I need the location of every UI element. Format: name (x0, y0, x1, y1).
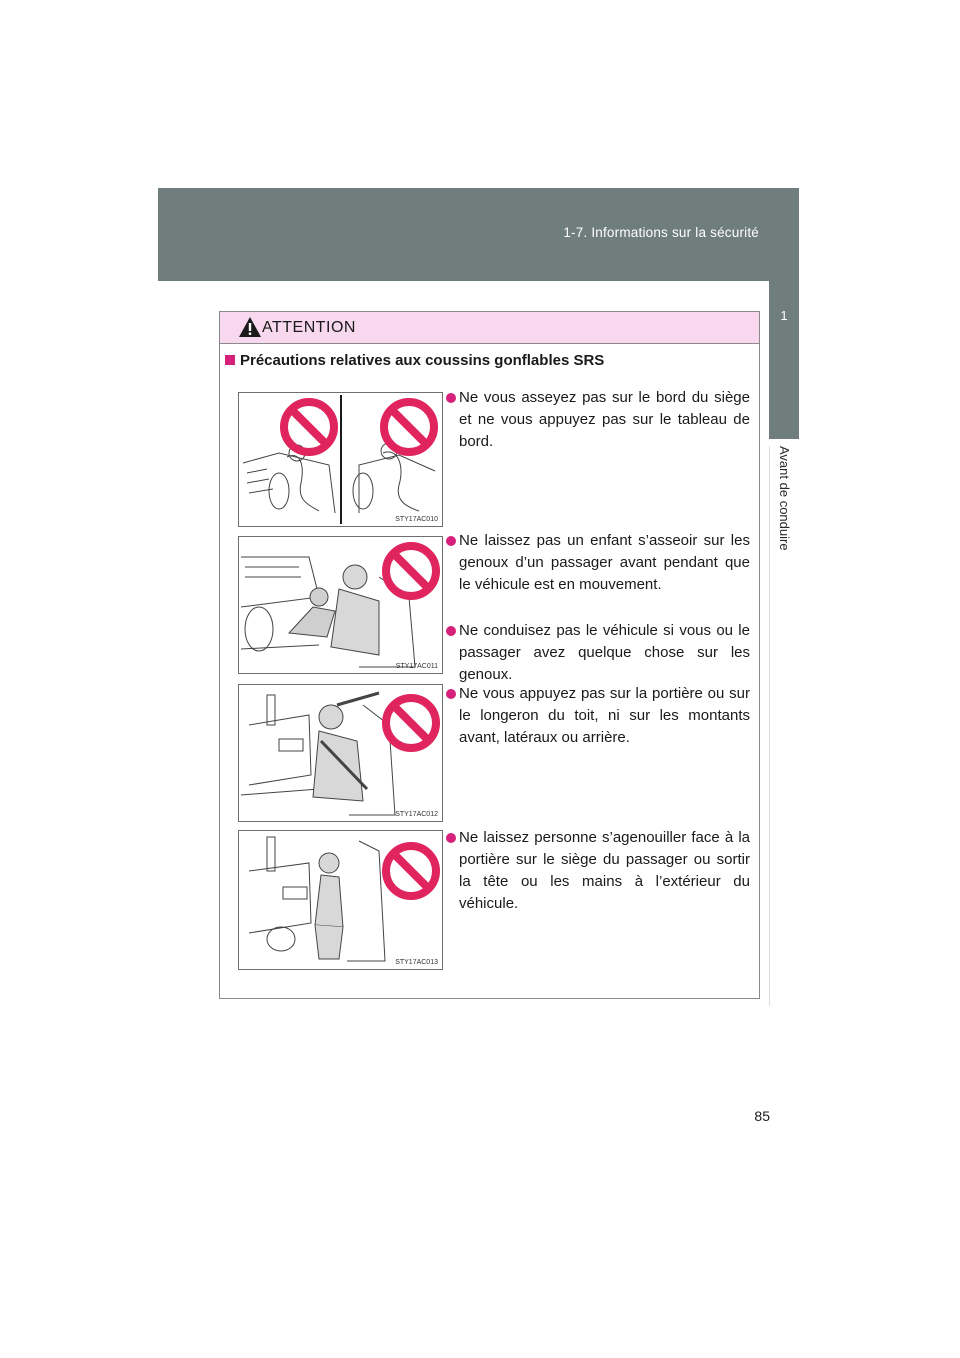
prohibition-sign-icon (384, 402, 434, 452)
child-on-lap-drawing (239, 537, 442, 673)
warning-box (219, 311, 760, 999)
illustration-child-on-lap (238, 536, 443, 674)
illustration-leaning-door (238, 684, 443, 822)
chapter-label: Avant de conduire (777, 446, 792, 551)
bullet-item (444, 683, 750, 749)
bullet-item (444, 530, 750, 596)
chapter-tab (769, 281, 799, 439)
prohibition-sign-icon (386, 846, 436, 896)
bullet-text: Ne laissez personne s’agenouiller face à la portière sur le siège du passager ou sortir la tête ou les mains à l’extérieur du véhicule. (459, 829, 750, 912)
seat-edge-drawing (239, 393, 442, 526)
square-bullet-icon (225, 355, 235, 365)
prohibition-sign-icon (386, 698, 436, 748)
warning-triangle-icon (238, 316, 262, 338)
header-band (158, 188, 799, 281)
illustration-seat-edge (238, 392, 443, 527)
illustration-code: STY17AC013 (395, 959, 438, 966)
bullet-dot-icon (446, 626, 456, 636)
bullet-dot-icon (446, 536, 456, 546)
warning-title: ATTENTION (262, 319, 356, 336)
illustration-code: STY17AC010 (395, 516, 438, 523)
warning-header (220, 312, 759, 344)
chapter-number: 1 (780, 308, 788, 323)
bullet-text: Ne conduisez pas le véhicule si vous ou le passager avez quelque chose sur les genoux. (459, 622, 750, 683)
illustration-code: STY17AC012 (395, 811, 438, 818)
bullet-dot-icon (446, 833, 456, 843)
bullet-text: Ne laissez pas un enfant s’asseoir sur les genoux d’un passager avant pendant que le véhicule est en mouvement. (459, 532, 750, 593)
kneeling-drawing (239, 831, 442, 969)
prohibition-sign-icon (284, 402, 334, 452)
chapter-tab-gap (769, 439, 799, 444)
bullet-item (444, 387, 750, 453)
bullet-text: Ne vous asseyez pas sur le bord du siège et ne vous appuyez pas sur le tableau de bord. (459, 389, 750, 450)
page-number: 85 (754, 1108, 770, 1124)
bullet-dot-icon (446, 393, 456, 403)
section-title: 1-7. Informations sur la sécurité (563, 225, 759, 240)
illustration-kneeling (238, 830, 443, 970)
bullet-item (444, 620, 750, 686)
illustration-code: STY17AC011 (395, 663, 438, 670)
bullet-text: Ne vous appuyez pas sur la portière ou sur le longeron du toit, ni sur les montants avant, latéraux ou arrière. (459, 685, 750, 746)
bullet-dot-icon (446, 689, 456, 699)
section-heading-text: Précautions relatives aux coussins gonflables SRS (240, 352, 605, 369)
prohibition-sign-icon (386, 546, 436, 596)
bullet-item (444, 827, 750, 915)
section-heading (225, 352, 604, 369)
leaning-door-drawing (239, 685, 442, 821)
